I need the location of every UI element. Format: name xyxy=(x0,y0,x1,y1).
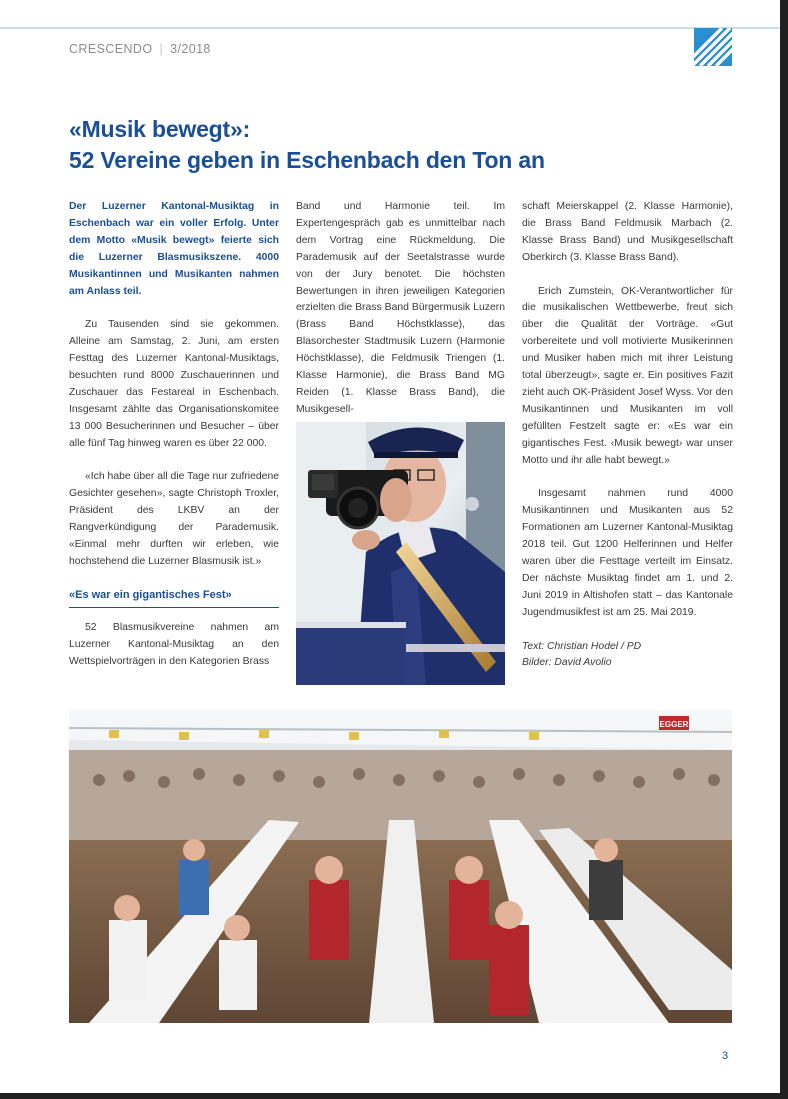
text-column-2 xyxy=(296,199,505,419)
festival-tent-photo xyxy=(69,710,732,1023)
subheading: «Es war ein gigantisches Fest» xyxy=(69,587,279,608)
paragraph: Erich Zumstein, OK-Verantwortlicher für die musikalischen Wettbewerbe, freut sich über die Qualität der Vorträge. «Gut vorbereitete und voll motivierte Musikerinnen und Musiker haben mich mit ihrer Leistung total überzeugt», sagte er. Ein positives Fazit zieht auch OK-Präsident Josef Wyss. Vor den Musikantinnen und Musikanten im voll gefüllten Festzelt sagte er: «Es war ein gigantisches Fest. ‹Musik bewegt› war unser Motto und ihr alle habt bewegt.» xyxy=(522,285,733,466)
magazine-logo-icon xyxy=(694,28,732,66)
photographer-photo xyxy=(296,422,505,685)
page-number: 3 xyxy=(722,1050,729,1062)
text-credit: Text: Christian Hodel / PD xyxy=(522,640,642,652)
photo-credit: Bilder: David Avolio xyxy=(522,657,612,669)
title-line-1: «Musik bewegt»: xyxy=(69,116,251,142)
paragraph: 52 Blasmusikvereine nahmen am Luzerner Kantonal-Musiktag an den Wettspielvorträgen in den Kategorien Brass xyxy=(69,621,279,667)
text-column-1 xyxy=(69,199,279,671)
text-column-3 xyxy=(522,199,733,672)
article-title xyxy=(69,114,729,176)
paragraph: schaft Meierskappel (2. Klasse Harmonie), die Brass Band Feldmusik Marbach (2. Klasse Brass Band) und Musikgesellschaft Oberkirch (3. Klasse Brass Band). xyxy=(522,201,733,263)
issue-number: 3/2018 xyxy=(170,42,211,56)
running-header: CRESCENDO | 3/2018 xyxy=(69,42,211,56)
lead-paragraph: Der Luzerner Kantonal-Musiktag in Eschenbach war ein voller Erfolg. Unter dem Motto «Musik bewegt» feierte sich die Luzerner Blasmusikszene. 4000 Musikantinnen und Musikanten nahmen am Anlass teil. xyxy=(69,201,279,297)
viewer-edge-bottom xyxy=(0,1093,788,1099)
tent-sign: EGGER xyxy=(659,720,689,729)
title-line-2: 52 Vereine geben in Eschenbach den Ton an xyxy=(69,147,545,173)
paragraph: Zu Tausenden sind sie gekommen. Alleine am Samstag, 2. Juni, am ersten Festtag des Luzerner Kantonal-Musiktags, besuchten rund 8000 Zuschauerinnen und Zuschauer das Festareal in Eschenbach. Insgesamt zählte das Organisationskomitee 13 000 Besucherinnen und Besucher – über alle fünf Tag hinweg waren es über 22 000. xyxy=(69,319,279,449)
header-rule xyxy=(0,27,780,29)
paragraph: Insgesamt nahmen rund 4000 Musikantinnen und Musikanten aus 52 Formationen am Luzerner Kantonal-Musiktag 2018 teil. Gut 1200 Helferinnen und Helfer waren über die Festtage verteilt im Einsatz. Der nächste Musiktag findet am 1. und 2. Juni 2019 in Altishofen statt – das Kantonale Jugendmusikfest ist am 25. Mai 2019. xyxy=(522,488,733,618)
paragraph: Band und Harmonie teil. Im Expertengespräch gab es unmittelbar nach dem Vortrag eine Rückmeldung. Die Parademusik auf der Seetalstrasse wurde von der Jury benotet. Die höchsten Bewertungen in ihren jeweiligen Kategorien erzielten die Brass Band Bürgermusik Luzern (Brass Band Höchstklasse), das Blasorchester Stadtmusik Luzern (Harmonie Höchstklasse), die Feldmusik Triengen (1. Klasse Harmonie), die Brass Band MG Reiden (1. Klasse Brass Band), die Musikgesell- xyxy=(296,201,505,415)
paragraph: «Ich habe über all die Tage nur zufriedene Gesichter gesehen», sagte Christoph Troxler, Präsident des LKBV an der Rangverkündigung der Parademusik. «Einmal mehr durften wir erleben, wie hochstehend die Luzerner Blasmusik ist.» xyxy=(69,471,279,567)
magazine-name: CRESCENDO xyxy=(69,42,153,56)
viewer-edge-right xyxy=(780,0,788,1099)
